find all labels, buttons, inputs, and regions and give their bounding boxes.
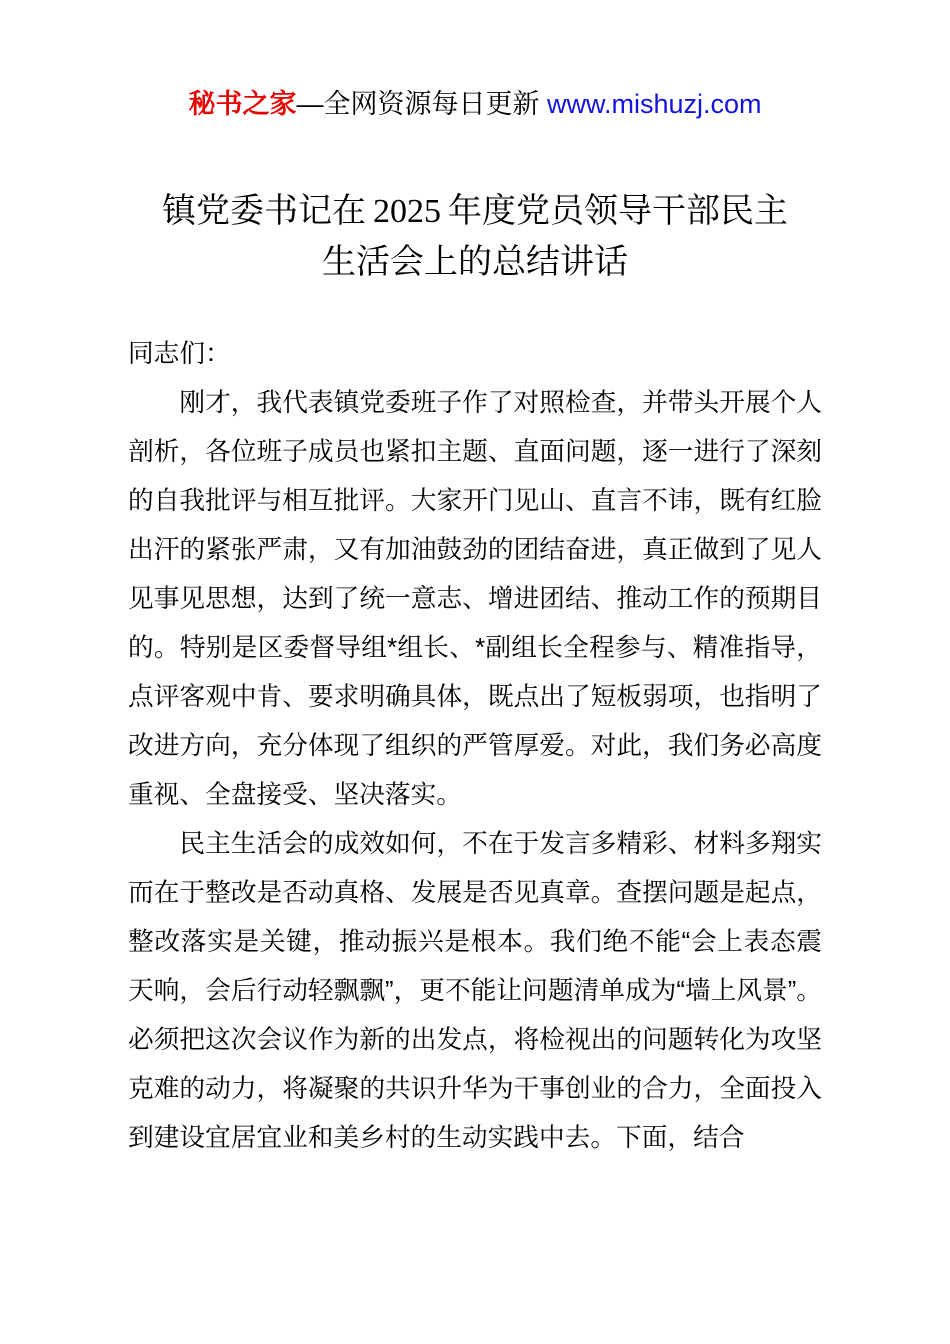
- site-brand: 秘书之家: [188, 89, 297, 119]
- site-header: [0, 0, 950, 120]
- salutation: 同志们：: [128, 340, 231, 368]
- site-url-link[interactable]: www.mishuzj.com: [546, 89, 762, 119]
- title-text-post: 年度党员领导干部民主: [448, 192, 788, 230]
- body-paragraph: 刚才，我代表镇党委班子作了对照检查，并带头开展个人剖析，各位班子成员也紧扣主题、直面问题，逐一进行了深刻的自我批评与相互批评。大家开门见山、直言不讳，既有红脸出汗的紧张严肃，又有加油鼓劲的团结奋进，真正做到了见人见事见思想，达到了统一意志、增进团结、推动工作的预期目的。特别是区委督导组*组长、*副组长全程参与、精准指导，点评客观中肯、要求明确具体，既点出了短板弱项，也指明了改进方向，充分体现了组织的严管厚爱。对此，我们务必高度重视、全盘接受、坚决落实。: [128, 389, 822, 809]
- body-paragraph: 民主生活会的成效如何，不在于发言多精彩、材料多翔实而在于整改是否动真格、发展是否见真章。查摆问题是起点，整改落实是关键，推动振兴是根本。我们绝不能“会上表态震天响，会后行动轻飘飘”，更不能让问题清单成为“墙上风景”。必须把这次会议作为新的出发点，将检视出的问题转化为攻坚克难的动力，将凝聚的共识升华为干事创业的合力，全面投入到建设宜居宜业和美乡村的生动实践中去。下面，结合: [128, 830, 822, 1152]
- title-text-pre: 镇党委书记在: [162, 192, 366, 230]
- document-title-line2: 生活会上的总结讲话: [322, 243, 628, 281]
- site-tagline: —全网资源每日更新: [296, 89, 547, 119]
- document-title-line1: [0, 186, 950, 237]
- document-title: [0, 186, 950, 287]
- document-body: [128, 330, 822, 1163]
- title-year: 2025: [373, 193, 441, 230]
